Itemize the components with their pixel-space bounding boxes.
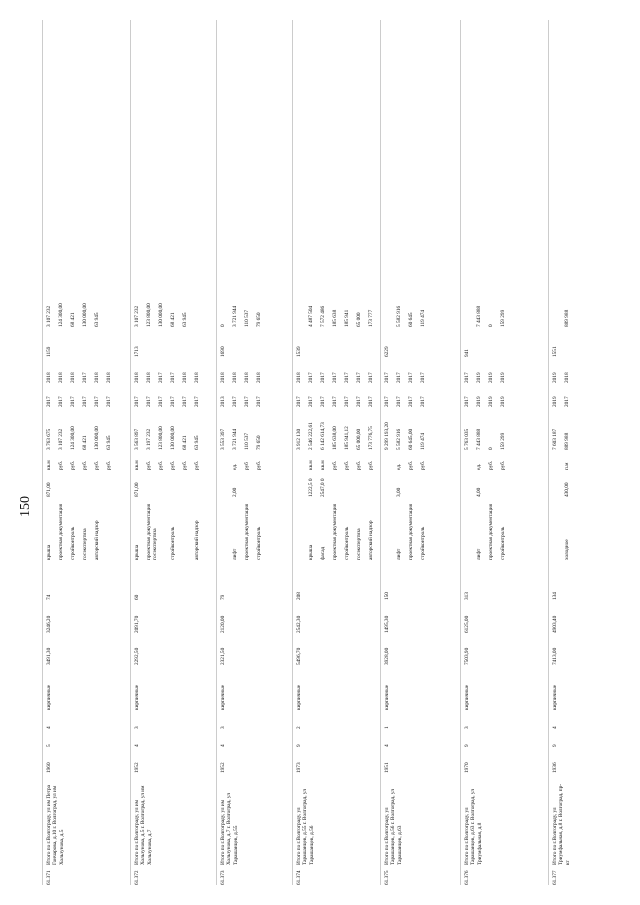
start-year-cell: 2017 [256, 396, 262, 407]
living-area-cell: 2091,70 [134, 615, 140, 633]
total-cost-cell: 119 474 [420, 309, 426, 327]
total-area-cell: 7503,90 [464, 647, 470, 665]
row-divider [460, 20, 461, 885]
total-cost-cell: 4 487 504 [308, 305, 314, 327]
residents-cell: 313 [464, 592, 470, 600]
total-area-cell: 3491,30 [46, 647, 52, 665]
start-year-cell: 2017 [146, 396, 152, 407]
page-number: 150 [18, 496, 33, 517]
cost-cell: 110 537 [244, 432, 250, 450]
start-year-cell: 2017 [182, 396, 188, 407]
cost-cell: 889 988 [564, 432, 570, 450]
start-year-cell: 2017 [134, 396, 140, 407]
cost-cell: 159 299 [500, 432, 506, 450]
unit-cell: ед. [396, 463, 402, 470]
start-year-cell: 2017 [320, 396, 326, 407]
wall-material-cell: кирпичные [296, 684, 302, 710]
end-year-cell: 2017 [396, 372, 402, 383]
row-divider [548, 20, 549, 885]
floors-cell: 9 [296, 744, 302, 747]
year-built-cell: 1970 [464, 762, 470, 773]
unit-cell: кв.м [308, 460, 314, 470]
work-type-cell: стройконтроль [500, 526, 506, 560]
start-year-cell: 2019 [476, 396, 482, 407]
end-year-cell: 2018 [296, 372, 302, 383]
wall-material-cell: кирпичные [464, 684, 470, 710]
unit-cell: п.м [564, 462, 570, 470]
total-cost-cell: 3 107 232 [46, 305, 52, 327]
residents-cell: 74 [46, 594, 52, 600]
unit-cell: руб. [368, 460, 374, 470]
total-cost-cell: 7 572 486 [320, 305, 326, 327]
total-cost-cell: 7 443 888 [476, 305, 482, 327]
work-type-cell: проектная документация [488, 503, 494, 560]
end-year-cell: 2017 [158, 372, 164, 383]
end-year-cell: 2019 [500, 372, 506, 383]
start-year-cell: 2019 [500, 396, 506, 407]
work-type-cell: лифт [232, 548, 238, 560]
unit-cell: руб. [408, 460, 414, 470]
total-cost-cell: 124 300,00 [58, 303, 64, 327]
total-cost-cell: 68 421 [70, 312, 76, 327]
cost-cell: 9 299 193,20 [384, 422, 390, 450]
cost-cell: 6 142 614,73 [320, 422, 326, 450]
total-cost-cell: 79 650 [256, 312, 262, 327]
row-number: 61.376 [464, 870, 470, 885]
row-number: 61.371 [46, 870, 52, 885]
row-divider [380, 20, 381, 885]
start-year-cell: 2017 [46, 396, 52, 407]
total-cost-cell: 110 537 [244, 309, 250, 327]
start-year-cell: 2017 [194, 396, 200, 407]
start-year-cell: 2017 [58, 396, 64, 407]
unit-cell: руб. [158, 460, 164, 470]
end-year-cell: 2018 [70, 372, 76, 383]
year-built-cell: 1952 [134, 762, 140, 773]
residents-cell: 134 [552, 592, 558, 600]
quantity-cell: 2,00 [232, 487, 238, 497]
cost-cell: 0 [488, 447, 494, 450]
work-type-cell: проектная документация [408, 503, 414, 560]
year-built-cell: 1951 [384, 762, 390, 773]
entrances-cell: 2 [296, 726, 302, 729]
end-year-cell: 2017 [408, 372, 414, 383]
end-year-cell: 2018 [94, 372, 100, 383]
cost-cell: 3 912 130 [296, 428, 302, 450]
quantity-cell: 430,00 [564, 482, 570, 497]
unit-cost-cell: 1159 [46, 346, 52, 357]
start-year-cell: 2017 [158, 396, 164, 407]
total-cost-cell: 130 000,00 [82, 303, 88, 327]
address-cell: Итого по г.Волгограду, ул Тарашанцев, д.55 г. Волгоград, ул Тарашанцев, д.56 [296, 789, 315, 865]
start-year-cell: 2017 [94, 396, 100, 407]
work-type-cell: стройконтроль [70, 526, 76, 560]
quantity-cell: 2547,0 0 [320, 478, 326, 497]
row-divider [216, 20, 217, 885]
cost-cell: 7 443 888 [476, 428, 482, 450]
end-year-cell: 2018 [46, 372, 52, 383]
total-cost-cell: 0 [488, 324, 494, 327]
work-type-cell: крыша [46, 544, 52, 560]
work-type-cell: стройконтроль [344, 526, 350, 560]
unit-cell: руб. [500, 460, 506, 470]
unit-cell: руб. [106, 460, 112, 470]
total-cost-cell: 63 945 [94, 312, 100, 327]
entrances-cell: 4 [552, 726, 558, 729]
floors-cell: 4 [134, 744, 140, 747]
start-year-cell: 2017 [464, 396, 470, 407]
unit-cell: руб. [356, 460, 362, 470]
end-year-cell: 2018 [106, 372, 112, 383]
unit-cost-cell: 1713 [134, 346, 140, 357]
cost-cell: 119 474 [420, 432, 426, 450]
year-built-cell: 1973 [296, 762, 302, 773]
end-year-cell: 2018 [134, 372, 140, 383]
cost-cell: 7 603 187 [552, 428, 558, 450]
cost-cell: 3 721 944 [232, 428, 238, 450]
wall-material-cell: кирпичные [552, 684, 558, 710]
unit-cell: ед. [476, 463, 482, 470]
start-year-cell: 2013 [220, 396, 226, 407]
floors-cell: 9 [552, 744, 558, 747]
unit-cell: кв.м [134, 460, 140, 470]
total-cost-cell: 173 777 [368, 309, 374, 327]
work-type-cell: авторский надзор [94, 520, 100, 560]
unit-cell: руб. [146, 460, 152, 470]
cost-cell: 123 800,00 [158, 426, 164, 450]
cost-cell: 5 763 035 [464, 428, 470, 450]
end-year-cell: 2017 [368, 372, 374, 383]
wall-material-cell: кирпичные [46, 684, 52, 710]
living-area-cell: 1495,30 [384, 615, 390, 633]
unit-cell: руб. [420, 460, 426, 470]
entrances-cell: 4 [46, 726, 52, 729]
floors-cell: 4 [384, 744, 390, 747]
start-year-cell: 2017 [564, 396, 570, 407]
total-cost-cell: 3 721 944 [232, 305, 238, 327]
start-year-cell: 2017 [356, 396, 362, 407]
entrances-cell: 3 [464, 726, 470, 729]
start-year-cell: 2019 [488, 396, 494, 407]
living-area-cell: 4903,40 [552, 615, 558, 633]
wall-material-cell: кирпичные [384, 684, 390, 710]
cost-cell: 3 197 232 [146, 428, 152, 450]
cost-cell: 63 945 [194, 435, 200, 450]
year-built-cell: 1952 [220, 762, 226, 773]
work-type-cell: проектная документация госэкспертиза [146, 503, 159, 560]
end-year-cell: 2017 [320, 372, 326, 383]
cost-cell: 68 421 [82, 435, 88, 450]
end-year-cell: 2018 [564, 372, 570, 383]
unit-cell: руб. [332, 460, 338, 470]
work-type-cell: проектная документация [332, 503, 338, 560]
end-year-cell: 2018 [220, 372, 226, 383]
end-year-cell: 2019 [552, 372, 558, 383]
unit-cell: руб. [344, 460, 350, 470]
unit-cell: руб. [488, 460, 494, 470]
start-year-cell: 2017 [308, 396, 314, 407]
floors-cell: 4 [220, 744, 226, 747]
end-year-cell: 2019 [488, 372, 494, 383]
row-number: 61.373 [220, 870, 226, 885]
cost-cell: 3 107 232 [58, 428, 64, 450]
unit-cell: руб. [70, 460, 76, 470]
work-type-cell: госэкспертиза [82, 528, 88, 560]
end-year-cell: 2017 [332, 372, 338, 383]
end-year-cell: 2018 [182, 372, 188, 383]
work-type-cell: проектная документация [58, 503, 64, 560]
unit-cost-cell: 941 [464, 349, 470, 357]
start-year-cell: 2017 [368, 396, 374, 407]
cost-cell: 130 000,00 [94, 426, 100, 450]
entrances-cell: 3 [220, 726, 226, 729]
total-cost-cell: 63 945 [182, 312, 188, 327]
row-number: 61.372 [134, 870, 140, 885]
row-number: 61.375 [384, 870, 390, 885]
unit-cost-cell: 1690 [220, 346, 226, 357]
total-area-cell: 2292,50 [134, 647, 140, 665]
work-type-cell: фасад [320, 546, 326, 560]
end-year-cell: 2017 [420, 372, 426, 383]
start-year-cell: 2017 [296, 396, 302, 407]
end-year-cell: 2018 [256, 372, 262, 383]
living-area-cell: 2542,30 [296, 615, 302, 633]
start-year-cell: 2017 [332, 396, 338, 407]
start-year-cell: 2017 [232, 396, 238, 407]
start-year-cell: 2017 [396, 396, 402, 407]
wall-material-cell: кирпичные [220, 684, 226, 710]
unit-cell: руб. [194, 460, 200, 470]
unit-cell: руб. [256, 460, 262, 470]
total-cost-cell: 889 988 [564, 309, 570, 327]
cost-cell: 5 582 916 [396, 428, 402, 450]
end-year-cell: 2017 [344, 372, 350, 383]
cost-cell: 65 000,00 [356, 428, 362, 450]
work-type-cell: авторский надзор [368, 520, 374, 560]
cost-cell: 185 941,12 [344, 426, 350, 450]
unit-cell: руб. [170, 460, 176, 470]
work-type-cell: стройконтроль [420, 526, 426, 560]
quantity-cell: 1222,5 0 [308, 478, 314, 497]
row-divider [130, 20, 131, 885]
total-cost-cell: 159 299 [500, 309, 506, 327]
unit-cell: руб. [182, 460, 188, 470]
start-year-cell: 2017 [344, 396, 350, 407]
cost-cell: 124 300,00 [70, 426, 76, 450]
work-type-cell: стройконтроль [256, 526, 262, 560]
cost-cell: 3 553 397 [220, 428, 226, 450]
quantity-cell: 871,00 [46, 482, 52, 497]
address-cell: Итого по г.Волгограду, ул Триумфальная, д.8 г. Волгоград, пр-кт [552, 783, 571, 865]
work-type-cell: крыша [308, 544, 314, 560]
row-number: 61.374 [296, 870, 302, 885]
entrances-cell: 1 [384, 726, 390, 729]
unit-cost-cell: 6229 [384, 346, 390, 357]
address-cell: Итого по г.Волгограду, ул им Хользунова, д.7 г. Волгоград, ул Тарашанцев, д.55 [220, 793, 239, 865]
residents-cell: 79 [220, 594, 226, 600]
end-year-cell: 2018 [194, 372, 200, 383]
start-year-cell: 2017 [420, 396, 426, 407]
total-cost-cell: 60 645 [408, 312, 414, 327]
start-year-cell: 2017 [82, 396, 88, 407]
residents-cell: 208 [296, 592, 302, 600]
total-cost-cell: 123 800,00 [146, 303, 152, 327]
cost-cell: 3 563 897 [134, 428, 140, 450]
end-year-cell: 2017 [384, 372, 390, 383]
unit-cost-cell: 1551 [552, 346, 558, 357]
address-cell: Итого по г.Волгограду, ул Тарашанцев, д.63 г. Волгоград, ул Триумфальная, д.8 [464, 789, 483, 865]
total-cost-cell: 5 582 916 [396, 305, 402, 327]
wall-material-cell: кирпичные [134, 684, 140, 710]
cost-cell: 63 945 [106, 435, 112, 450]
start-year-cell: 2017 [106, 396, 112, 407]
residents-cell: 150 [384, 592, 390, 600]
unit-cost-cell: 1539 [296, 346, 302, 357]
address-cell: Итого по г.Волгограду, ул им Хользунова, д.5 г. Волгоград, ул им Хользунова, д.7 [134, 785, 153, 865]
start-year-cell: 2017 [70, 396, 76, 407]
total-cost-cell: 0 [220, 324, 226, 327]
unit-cell: руб. [94, 460, 100, 470]
quantity-cell: 3,00 [396, 487, 402, 497]
cost-cell: 173 776,75 [368, 426, 374, 450]
row-divider [42, 20, 43, 885]
total-cost-cell: 68 421 [170, 312, 176, 327]
total-area-cell: 7413,00 [552, 647, 558, 665]
row-divider [292, 20, 293, 885]
year-built-cell: 1960 [46, 762, 52, 773]
total-area-cell: 5496,70 [296, 647, 302, 665]
start-year-cell: 2017 [408, 396, 414, 407]
work-type-cell: проектная документация [244, 503, 250, 560]
living-area-cell: 6125,00 [464, 615, 470, 633]
start-year-cell: 2017 [244, 396, 250, 407]
cost-cell: 60 645,00 [408, 428, 414, 450]
end-year-cell: 2017 [82, 372, 88, 383]
residents-cell: 60 [134, 594, 140, 600]
total-area-cell: 2321,50 [220, 647, 226, 665]
end-year-cell: 2017 [464, 372, 470, 383]
work-type-cell: лифт [396, 548, 402, 560]
total-cost-cell: 3 107 232 [134, 305, 140, 327]
cost-cell: 2 546 222,61 [308, 422, 314, 450]
cost-cell: 3 763 675 [46, 428, 52, 450]
work-type-cell: госэкспертиза [356, 528, 362, 560]
floors-cell: 9 [464, 744, 470, 747]
work-type-cell: стройконтроль [170, 526, 176, 560]
start-year-cell: 2017 [170, 396, 176, 407]
unit-cell: руб. [82, 460, 88, 470]
unit-cell: кв.м [320, 460, 326, 470]
work-type-cell: лифт [476, 548, 482, 560]
total-cost-cell: 65 000 [356, 312, 362, 327]
address-cell: Итого по г.Волгограду, ул Тарашанцев, д.56 г. Волгоград, ул Тарашанцев, д.63 [384, 789, 403, 865]
unit-cell: кв.м [46, 460, 52, 470]
end-year-cell: 2018 [58, 372, 64, 383]
end-year-cell: 2018 [244, 372, 250, 383]
work-type-cell: крыша [134, 544, 140, 560]
cost-cell: 79 650 [256, 435, 262, 450]
quantity-cell: 4,00 [476, 487, 482, 497]
quantity-cell: 871,00 [134, 482, 140, 497]
unit-cell: руб. [58, 460, 64, 470]
unit-cell: руб [244, 462, 250, 470]
end-year-cell: 2018 [232, 372, 238, 383]
total-cost-cell: 185 638 [332, 309, 338, 327]
end-year-cell: 2017 [170, 372, 176, 383]
end-year-cell: 2018 [146, 372, 152, 383]
start-year-cell: 2019 [552, 396, 558, 407]
end-year-cell: 2017 [356, 372, 362, 383]
total-cost-cell: 185 941 [344, 309, 350, 327]
cost-cell: 130 000,00 [170, 426, 176, 450]
total-cost-cell: 130 000,00 [158, 303, 164, 327]
work-type-cell: авторский надзор [194, 520, 200, 560]
cost-cell: 68 421 [182, 435, 188, 450]
year-built-cell: 1936 [552, 762, 558, 773]
end-year-cell: 2019 [476, 372, 482, 383]
entrances-cell: 3 [134, 726, 140, 729]
address-cell: Итого по г.Волгограду, ул им Петра Гончарова, д.10 г. Волгоград, ул им Хользунова, д.5 [46, 785, 65, 865]
living-area-cell: 2120,00 [220, 615, 226, 633]
living-area-cell: 3246,20 [46, 615, 52, 633]
total-area-cell: 3928,00 [384, 647, 390, 665]
start-year-cell: 2017 [384, 396, 390, 407]
cost-cell: 185 638,00 [332, 426, 338, 450]
row-number: 61.377 [552, 870, 558, 885]
work-type-cell: холодное [564, 539, 570, 560]
floors-cell: 5 [46, 744, 52, 747]
end-year-cell: 2017 [308, 372, 314, 383]
unit-cell: ед. [232, 463, 238, 470]
